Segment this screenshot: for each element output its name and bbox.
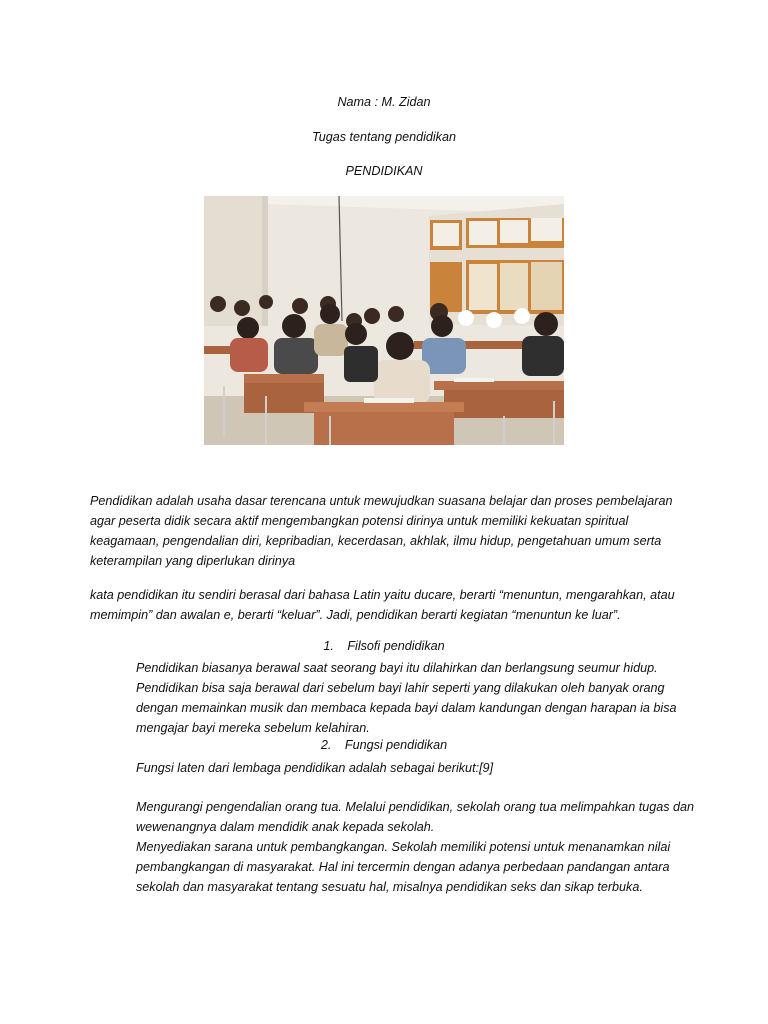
function-point-dissent: Menyediakan sarana untuk pembangkangan. Sekolah memiliki potensi untuk menanamkan nilai pembangkangan di masyarakat. Hal ini tercermin dengan adanya perbedaan pandangan antara sekolah dan masyarakat tentang sesuatu hal, misalnya pendidikan seks dan sikap terbuka. bbox=[136, 840, 671, 894]
document-title: PENDIDIKAN bbox=[345, 164, 423, 178]
author-name: Nama : M. Zidan bbox=[337, 95, 431, 109]
classroom-photo-icon bbox=[204, 196, 564, 445]
section-number: 1. bbox=[323, 639, 334, 653]
definition-paragraph: Pendidikan adalah usaha dasar terencana untuk mewujudkan suasana belajar dan proses pembelajaran agar peserta didik secara aktif mengembangkan potensi dirinya untuk memiliki kekuatan spiritual keagamaan, pengendalian diri, kepribadian, kecerdasan, akhlak, ilmu hidup, pengetahuan umum serta keterampilan yang diperlukan dirinya bbox=[90, 494, 673, 568]
section-heading-philosophy bbox=[0, 639, 768, 653]
function-intro-paragraph: Fungsi laten dari lembaga pendidikan adalah sebagai berikut:[9] bbox=[136, 761, 494, 775]
section-heading-text: Fungsi pendidikan bbox=[344, 738, 448, 752]
function-point-parental-control: Mengurangi pengendalian orang tua. Melalui pendidikan, sekolah orang tua melimpahkan tugas dan wewenangnya dalam mendidik anak kepada sekolah. bbox=[136, 800, 695, 834]
classroom-photo bbox=[204, 196, 564, 445]
section-heading-text: Filsofi pendidikan bbox=[347, 639, 445, 653]
section-number: 2. bbox=[320, 738, 332, 752]
section-heading-function bbox=[0, 738, 768, 752]
etymology-paragraph: kata pendidikan itu sendiri berasal dari bahasa Latin yaitu ducare, berarti “menuntun, mengarahkan, atau memimpin” dan awalan e, berarti “keluar”. Jadi, pendidikan berarti kegiatan “menuntun ke luar”. bbox=[90, 588, 675, 622]
assignment-subtitle: Tugas tentang pendidikan bbox=[311, 130, 456, 144]
philosophy-paragraph: Pendidikan biasanya berawal saat seorang bayi itu dilahirkan dan berlangsung seumur hidup. Pendidikan bisa saja berawal dari sebelum bayi lahir seperti yang dilakukan oleh banyak orang dengan memainkan musik dan membaca kepada bayi dalam kandungan dengan harapan ia bisa mengajar bayi mereka sebelum kelahiran. bbox=[136, 661, 677, 735]
